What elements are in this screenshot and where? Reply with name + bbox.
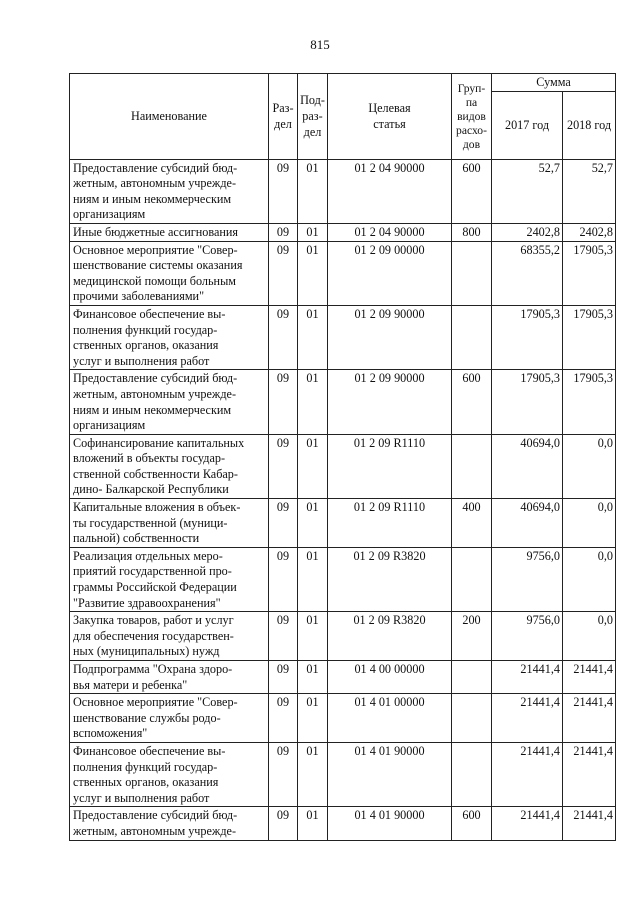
table-row [70, 547, 616, 611]
cell-razdel: 09 [269, 694, 298, 743]
cell-expense-group [452, 742, 492, 806]
header-target-article: Целевая статья [328, 74, 452, 160]
cell-sum-2017: 40694,0 [492, 499, 563, 548]
cell-expense-group [452, 241, 492, 305]
header-razdel: Раз- дел [269, 74, 298, 160]
cell-podrazdel: 01 [298, 499, 328, 548]
cell-razdel: 09 [269, 159, 298, 223]
cell-name: Закупка товаров, работ и услуг для обеспечения государствен- ных (муниципальных) нужд [70, 612, 269, 661]
cell-podrazdel: 01 [298, 241, 328, 305]
cell-expense-group: 600 [452, 370, 492, 434]
cell-expense-group [452, 547, 492, 611]
table-row [70, 612, 616, 661]
cell-podrazdel: 01 [298, 305, 328, 369]
cell-podrazdel: 01 [298, 661, 328, 694]
cell-razdel: 09 [269, 370, 298, 434]
table-row [70, 434, 616, 498]
cell-expense-group [452, 694, 492, 743]
cell-razdel: 09 [269, 807, 298, 840]
cell-podrazdel: 01 [298, 694, 328, 743]
cell-expense-group [452, 661, 492, 694]
header-name: Наименование [70, 74, 269, 160]
cell-sum-2018: 17905,3 [563, 370, 616, 434]
cell-razdel: 09 [269, 547, 298, 611]
cell-name: Подпрограмма "Охрана здоро- вья матери и ребенка" [70, 661, 269, 694]
cell-podrazdel: 01 [298, 742, 328, 806]
cell-sum-2017: 17905,3 [492, 305, 563, 369]
cell-target-article: 01 2 09 R1110 [328, 434, 452, 498]
cell-target-article: 01 2 04 90000 [328, 223, 452, 241]
cell-sum-2018: 2402,8 [563, 223, 616, 241]
cell-name: Капитальные вложения в объек- ты государственной (муници- пальной) собственности [70, 499, 269, 548]
cell-sum-2018: 17905,3 [563, 241, 616, 305]
cell-sum-2018: 0,0 [563, 547, 616, 611]
cell-target-article: 01 2 09 90000 [328, 305, 452, 369]
cell-podrazdel: 01 [298, 223, 328, 241]
cell-expense-group: 400 [452, 499, 492, 548]
table-row [70, 241, 616, 305]
cell-sum-2018: 17905,3 [563, 305, 616, 369]
cell-sum-2017: 2402,8 [492, 223, 563, 241]
cell-sum-2017: 21441,4 [492, 694, 563, 743]
cell-target-article: 01 2 09 R3820 [328, 612, 452, 661]
table-row [70, 499, 616, 548]
cell-name: Иные бюджетные ассигнования [70, 223, 269, 241]
cell-target-article: 01 2 09 R1110 [328, 499, 452, 548]
cell-name: Софинансирование капитальных вложений в объекты государ- ственной собственности Кабар- дино- Балкарской Республики [70, 434, 269, 498]
cell-expense-group: 600 [452, 159, 492, 223]
cell-podrazdel: 01 [298, 547, 328, 611]
cell-name: Предоставление субсидий бюд- жетным, автономным учрежде- ниям и иным некоммерческим организациям [70, 370, 269, 434]
cell-sum-2018: 0,0 [563, 612, 616, 661]
table-row [70, 223, 616, 241]
page-number: 815 [310, 37, 330, 52]
cell-sum-2017: 21441,4 [492, 661, 563, 694]
header-sum: Сумма [492, 74, 616, 92]
cell-sum-2018: 21441,4 [563, 807, 616, 840]
cell-razdel: 09 [269, 499, 298, 548]
cell-sum-2017: 21441,4 [492, 742, 563, 806]
cell-razdel: 09 [269, 223, 298, 241]
table-row [70, 742, 616, 806]
cell-sum-2018: 21441,4 [563, 694, 616, 743]
cell-razdel: 09 [269, 305, 298, 369]
cell-target-article: 01 4 01 90000 [328, 742, 452, 806]
cell-podrazdel: 01 [298, 434, 328, 498]
cell-name: Предоставление субсидий бюд- жетным, автономным учрежде- ниям и иным некоммерческим организациям [70, 159, 269, 223]
cell-sum-2017: 52,7 [492, 159, 563, 223]
cell-expense-group: 200 [452, 612, 492, 661]
table-row [70, 694, 616, 743]
cell-sum-2018: 0,0 [563, 499, 616, 548]
cell-target-article: 01 4 00 00000 [328, 661, 452, 694]
cell-expense-group: 600 [452, 807, 492, 840]
cell-target-article: 01 4 01 00000 [328, 694, 452, 743]
cell-target-article: 01 2 09 00000 [328, 241, 452, 305]
cell-razdel: 09 [269, 241, 298, 305]
cell-podrazdel: 01 [298, 159, 328, 223]
header-expense-group: Груп- па видов расхо- дов [452, 74, 492, 160]
table-row [70, 661, 616, 694]
table-row [70, 159, 616, 223]
cell-target-article: 01 2 04 90000 [328, 159, 452, 223]
header-year-2017: 2017 год [492, 91, 563, 159]
cell-expense-group [452, 305, 492, 369]
cell-expense-group [452, 434, 492, 498]
cell-expense-group: 800 [452, 223, 492, 241]
cell-podrazdel: 01 [298, 807, 328, 840]
cell-target-article: 01 2 09 R3820 [328, 547, 452, 611]
cell-sum-2018: 21441,4 [563, 742, 616, 806]
cell-sum-2017: 40694,0 [492, 434, 563, 498]
cell-name: Реализация отдельных меро- приятий государственной про- граммы Российской Федерации "Развитие здравоохранения" [70, 547, 269, 611]
header-podrazdel: Под- раз- дел [298, 74, 328, 160]
budget-table [69, 73, 616, 841]
cell-target-article: 01 2 09 90000 [328, 370, 452, 434]
cell-sum-2018: 21441,4 [563, 661, 616, 694]
cell-sum-2017: 68355,2 [492, 241, 563, 305]
cell-name: Основное мероприятие "Совер- шенствование службы родо- вспоможения" [70, 694, 269, 743]
cell-razdel: 09 [269, 742, 298, 806]
table-row [70, 807, 616, 840]
cell-sum-2018: 52,7 [563, 159, 616, 223]
cell-razdel: 09 [269, 434, 298, 498]
cell-sum-2017: 21441,4 [492, 807, 563, 840]
cell-target-article: 01 4 01 90000 [328, 807, 452, 840]
header-year-2018: 2018 год [563, 91, 616, 159]
cell-sum-2018: 0,0 [563, 434, 616, 498]
cell-sum-2017: 9756,0 [492, 612, 563, 661]
cell-sum-2017: 17905,3 [492, 370, 563, 434]
table-row [70, 305, 616, 369]
cell-podrazdel: 01 [298, 370, 328, 434]
cell-razdel: 09 [269, 612, 298, 661]
table-row [70, 370, 616, 434]
cell-name: Предоставление субсидий бюд- жетным, автономным учрежде- [70, 807, 269, 840]
cell-sum-2017: 9756,0 [492, 547, 563, 611]
cell-name: Финансовое обеспечение вы- полнения функций государ- ственных органов, оказания услуг и выполнения работ [70, 742, 269, 806]
cell-name: Финансовое обеспечение вы- полнения функций государ- ственных органов, оказания услуг и выполнения работ [70, 305, 269, 369]
cell-podrazdel: 01 [298, 612, 328, 661]
cell-name: Основное мероприятие "Совер- шенствование системы оказания медицинской помощи больным прочими заболеваниями" [70, 241, 269, 305]
cell-razdel: 09 [269, 661, 298, 694]
